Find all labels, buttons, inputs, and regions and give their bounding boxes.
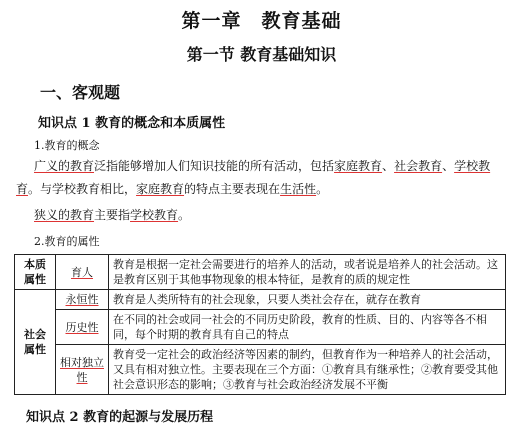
term-social-education: 社会教育 bbox=[394, 159, 443, 173]
term-life-nature: 生活性 bbox=[280, 182, 317, 196]
eternal-name: 永恒性 bbox=[56, 290, 109, 310]
independence-name: 相对独立性 bbox=[56, 345, 109, 395]
section-title: 第一节 教育基础知识 bbox=[186, 45, 337, 64]
essence-name: 育人 bbox=[56, 255, 109, 290]
narrow-definition: 狭义的教育主要指学校教育。 bbox=[34, 208, 191, 222]
knowledge-point-1-title: 知识点 1 教育的概念和本质属性 bbox=[38, 116, 226, 131]
term-family-education: 家庭教育 bbox=[334, 159, 383, 173]
table-row-eternal bbox=[15, 290, 506, 310]
table-row-historical bbox=[15, 310, 506, 345]
broad-definition-line-2: 育。与学校教育相比，家庭教育的特点主要表现在生活性。 bbox=[16, 182, 329, 196]
historical-desc: 在不同的社会或同一社会的不同历史阶段，教育的性质、目的、内容等各不相同，每个时期的教育具有自己的特点 bbox=[109, 310, 506, 345]
table-row-essence bbox=[15, 255, 506, 290]
social-header: 社会属性 bbox=[15, 290, 56, 395]
chapter-title: 第一章 教育基础 bbox=[181, 10, 342, 32]
term-family-education-2: 家庭教育 bbox=[136, 182, 185, 196]
broad-definition-line-1: 广义的教育泛指能够增加人们知识技能的所有活动，包括家庭教育、社会教育、学校教 bbox=[34, 159, 491, 173]
essence-desc: 教育是根据一定社会需要进行的培养人的活动，或者说是培养人的社会活动。这是教育区别于其他事物现象的根本特征，是教育的质的规定性 bbox=[109, 255, 506, 290]
historical-name: 历史性 bbox=[56, 310, 109, 345]
independence-desc: 教育受一定社会的政治经济等因素的制约，但教育作为一种培养人的社会活动，又具有相对独立性。主要表现在三个方面：①教育具有继承性；②教育要受其他社会意识形态的影响；③教育与社会政治经济发展不平衡 bbox=[109, 345, 506, 395]
subheading-concept: 1.教育的概念 bbox=[34, 139, 100, 152]
table-row-independence bbox=[15, 345, 506, 395]
knowledge-point-2-title: 知识点 2 教育的起源与发展历程 bbox=[26, 410, 214, 425]
part-title: 一、客观题 bbox=[40, 83, 121, 102]
essence-header: 本质属性 bbox=[15, 255, 56, 290]
eternal-desc: 教育是人类所特有的社会现象，只要人类社会存在，就存在教育 bbox=[109, 290, 506, 310]
attributes-table bbox=[14, 254, 506, 395]
term-school-education-2: 学校教育 bbox=[130, 208, 179, 222]
subheading-attributes: 2.教育的属性 bbox=[34, 235, 100, 248]
term-school-education: 学校教 bbox=[454, 159, 491, 173]
term-narrow-education: 狭义的教育 bbox=[34, 208, 95, 222]
term-broad-education: 广义的教育 bbox=[34, 159, 95, 173]
